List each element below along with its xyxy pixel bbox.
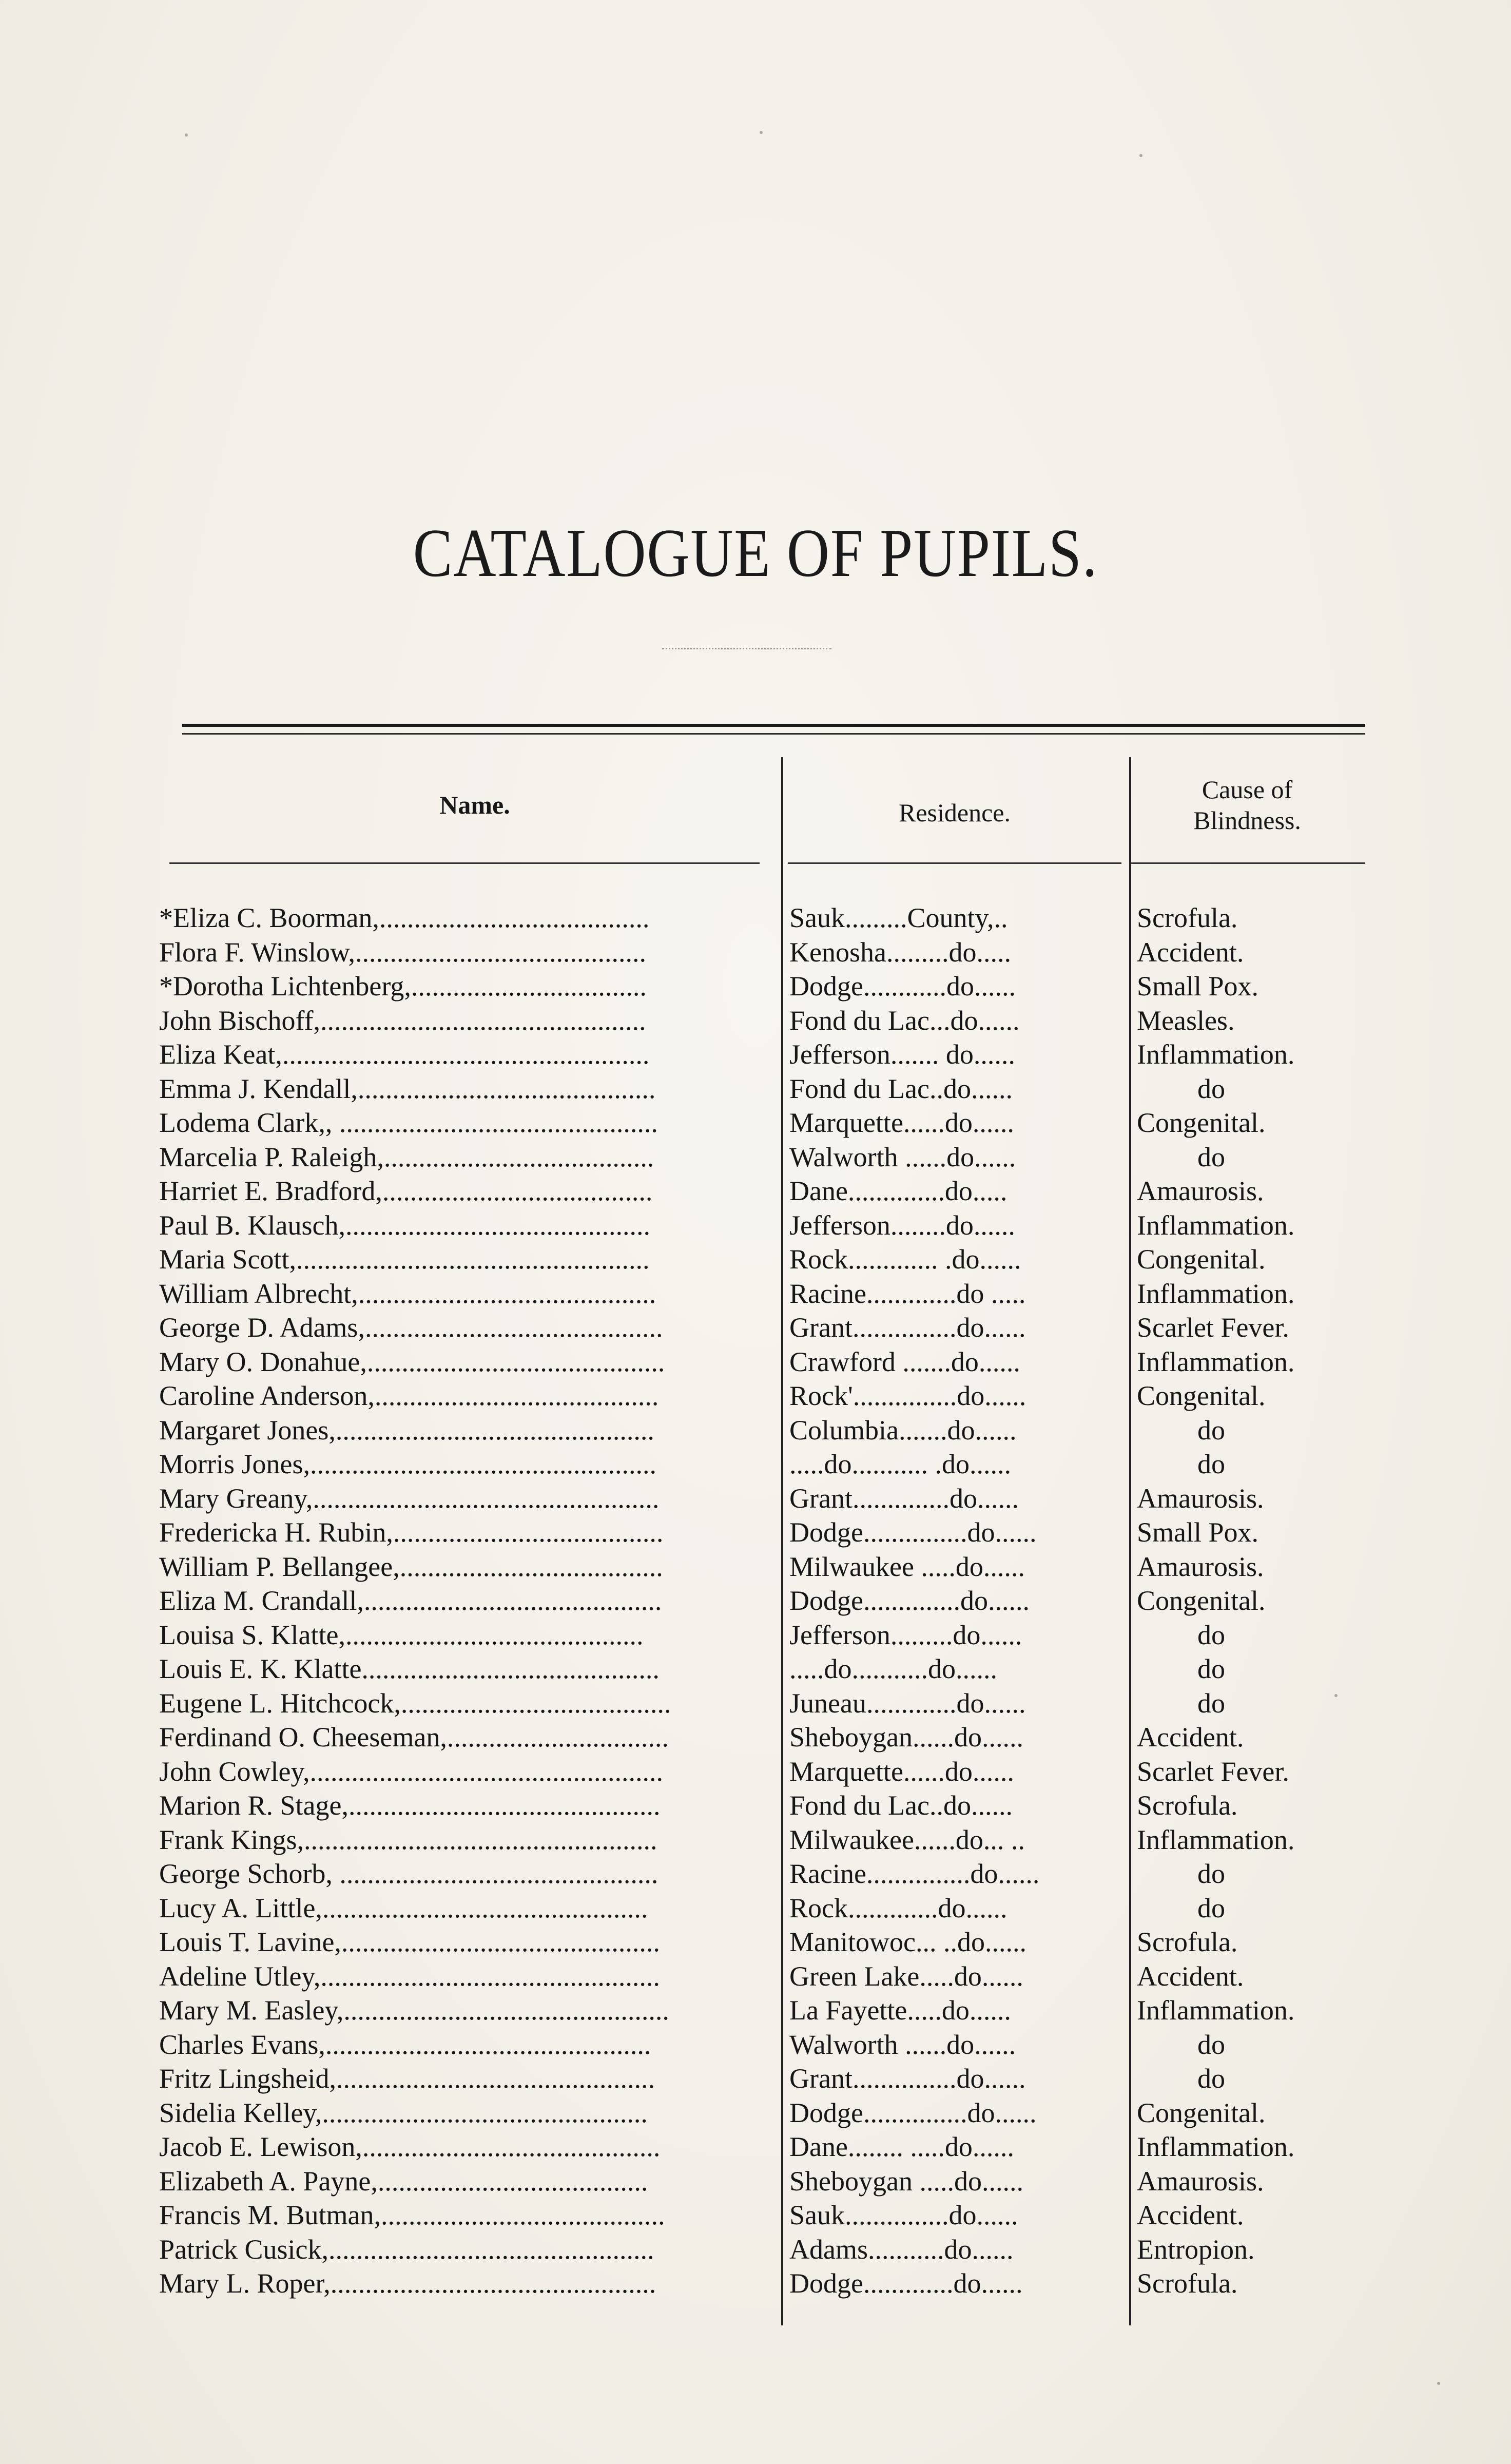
- blindness-cause: do: [1197, 1892, 1225, 1923]
- table-row: [159, 1652, 1381, 1686]
- table-row: [159, 2130, 1381, 2164]
- blindness-cause: Scarlet Fever.: [1137, 1756, 1289, 1787]
- pupil-residence: Fond du Lac...do......: [789, 1005, 1020, 1036]
- pupil-residence: Walworth ......do......: [789, 2029, 1016, 2060]
- header-residence: Residence.: [899, 798, 1011, 827]
- pupil-residence: Fond du Lac..do......: [789, 1073, 1013, 1104]
- pupil-residence: Jefferson.........do......: [789, 1619, 1022, 1650]
- table-row: [159, 1891, 1381, 1926]
- blindness-cause: Congenital.: [1137, 1585, 1266, 1616]
- table-row: [159, 1993, 1381, 2028]
- table-row: [159, 1242, 1381, 1277]
- blindness-cause: do: [1197, 2063, 1225, 2094]
- table-row: [159, 2164, 1381, 2199]
- pupil-residence: Dodge............do......: [789, 971, 1016, 1002]
- pupil-residence: Rock.............do......: [789, 1892, 1008, 1923]
- pupil-name: George D. Adams,...........................................: [159, 1312, 663, 1343]
- pupil-name: Flora F. Winslow,..........................................: [159, 936, 647, 968]
- pupil-name: Marion R. Stage,.............................................: [159, 1790, 661, 1821]
- blindness-cause: do: [1197, 2029, 1225, 2060]
- pupil-residence: Dane..............do.....: [789, 1176, 1008, 1206]
- header-cause-line2: Blindness.: [1193, 806, 1301, 835]
- pupil-name: Caroline Anderson,.........................................: [159, 1380, 659, 1411]
- blindness-cause: Congenital.: [1137, 1244, 1266, 1275]
- table-row: [159, 2198, 1381, 2232]
- table-row: [159, 1618, 1381, 1652]
- pupil-residence: Sheboygan .....do......: [789, 2165, 1023, 2197]
- blindness-cause: Accident.: [1137, 1722, 1244, 1753]
- table-row: [159, 2096, 1381, 2130]
- header-rule-cause: [1129, 862, 1365, 864]
- table-row: [159, 2266, 1381, 2301]
- blindness-cause: Amaurosis.: [1137, 1483, 1264, 1514]
- blindness-cause: Congenital.: [1137, 2097, 1266, 2128]
- pupil-residence: Marquette......do......: [789, 1756, 1014, 1787]
- paper-speck: [1139, 154, 1142, 157]
- blindness-cause: do: [1197, 1687, 1225, 1719]
- pupil-name: William Albrecht,...........................................: [159, 1278, 656, 1309]
- pupil-name: Adeline Utley,.................................................: [159, 1960, 660, 1992]
- pupil-name: Eliza Keat,.....................................................: [159, 1039, 650, 1070]
- pupil-residence: Sheboygan......do......: [789, 1722, 1023, 1753]
- table-row: [159, 1345, 1381, 1379]
- table-row: [159, 1140, 1381, 1175]
- blindness-cause: Congenital.: [1137, 1107, 1266, 1138]
- table-row: [159, 1959, 1381, 1994]
- paper-speck: [1334, 1694, 1338, 1697]
- pupil-name: Fredericka H. Rubin,.......................................: [159, 1517, 664, 1548]
- blindness-cause: do: [1197, 1414, 1225, 1446]
- pupil-residence: Rock'...............do......: [789, 1380, 1026, 1411]
- pupil-name: *Eliza C. Boorman,.......................................: [159, 902, 650, 933]
- header-cause: [1129, 774, 1365, 836]
- pupil-name: Sidelia Kelley,...............................................: [159, 2097, 648, 2128]
- blindness-cause: Accident.: [1137, 1960, 1244, 1992]
- pupil-name: Morris Jones,..................................................: [159, 1449, 656, 1479]
- pupil-name: Mary Greany,..................................................: [159, 1483, 660, 1514]
- pupil-residence: Manitowoc... ..do......: [789, 1927, 1026, 1957]
- table-row: [159, 1072, 1381, 1106]
- pupil-residence: Dane........ .....do......: [789, 2131, 1014, 2162]
- blindness-cause: do: [1197, 1858, 1225, 1889]
- table-row: [159, 1515, 1381, 1550]
- pupil-residence: Green Lake.....do......: [789, 1960, 1023, 1992]
- pupil-name: Francis M. Butman,.........................................: [159, 2200, 665, 2230]
- pupil-residence: Milwaukee......do... ..: [789, 1824, 1025, 1855]
- table-row: [159, 1004, 1381, 1038]
- table-row: [159, 2028, 1381, 2062]
- pupil-name: Louis T. Lavine,..............................................: [159, 1927, 660, 1957]
- blindness-cause: Small Pox.: [1137, 971, 1259, 1002]
- pupil-name: Elizabeth A. Payne,.......................................: [159, 2165, 648, 2197]
- blindness-cause: Inflammation.: [1137, 1346, 1295, 1377]
- title-dotted-rule: [662, 648, 831, 649]
- pupil-name: Lucy A. Little,...............................................: [159, 1892, 648, 1923]
- blindness-cause: Scrofula.: [1137, 2268, 1238, 2299]
- blindness-cause: do: [1197, 1141, 1225, 1172]
- pupil-name: Margaret Jones,..............................................: [159, 1414, 654, 1446]
- pupil-residence: Milwaukee .....do......: [789, 1551, 1025, 1582]
- header-cause-line1: Cause of: [1202, 775, 1293, 804]
- pupil-residence: Columbia.......do......: [789, 1414, 1017, 1446]
- pupil-residence: Dodge..............do......: [789, 1585, 1030, 1616]
- page-title: CATALOGUE OF PUPILS.: [413, 515, 1098, 591]
- pupil-residence: Dodge.............do......: [789, 2268, 1023, 2299]
- pupil-residence: La Fayette.....do......: [789, 1995, 1011, 2026]
- paper-speck: [1437, 2382, 1440, 2385]
- table-row: [159, 901, 1381, 935]
- table-row: [159, 1720, 1381, 1755]
- pupil-name: Emma J. Kendall,...........................................: [159, 1073, 656, 1104]
- table-row: [159, 1379, 1381, 1413]
- pupil-name: Jacob E. Lewison,...........................................: [159, 2131, 661, 2162]
- table-row: [159, 1686, 1381, 1721]
- pupil-name: William P. Bellangee,......................................: [159, 1551, 663, 1582]
- table-row: [159, 1208, 1381, 1243]
- pupil-name: Louis E. K. Klatte...........................................: [159, 1653, 660, 1684]
- pupil-name: *Dorotha Lichtenberg,..................................: [159, 971, 647, 1002]
- pupil-residence: Juneau.............do......: [789, 1687, 1026, 1719]
- table-row: [159, 1823, 1381, 1857]
- pupil-residence: Grant...............do......: [789, 1312, 1026, 1343]
- header-rule-name: [169, 862, 760, 864]
- pupil-residence: Fond du Lac..do......: [789, 1790, 1013, 1821]
- blindness-cause: Scrofula.: [1137, 1927, 1238, 1957]
- table-row: [159, 1413, 1381, 1448]
- pupil-residence: Kenosha.........do.....: [789, 936, 1011, 968]
- pupil-name: John Cowley,...................................................: [159, 1756, 663, 1787]
- pupil-name: George Schorb, ..............................................: [159, 1858, 658, 1889]
- pupil-residence: Jefferson........do......: [789, 1209, 1015, 1241]
- table-row: [159, 1857, 1381, 1891]
- blindness-cause: Scrofula.: [1137, 902, 1238, 933]
- blindness-cause: Inflammation.: [1137, 1278, 1295, 1309]
- pupil-residence: Dodge...............do......: [789, 1517, 1037, 1548]
- blindness-cause: Inflammation.: [1137, 2131, 1295, 2162]
- pupil-residence: Sauk.........County,..: [789, 902, 1008, 933]
- blindness-cause: do: [1197, 1449, 1225, 1479]
- blindness-cause: Scrofula.: [1137, 1790, 1238, 1821]
- pupil-residence: Adams...........do......: [789, 2234, 1014, 2265]
- table-top-rule-thick: [182, 724, 1365, 727]
- table-row: [159, 1277, 1381, 1311]
- pupil-name: Frank Kings,...................................................: [159, 1824, 657, 1855]
- pupil-name: Mary O. Donahue,...........................................: [159, 1346, 665, 1377]
- pupil-residence: Racine.............do .....: [789, 1278, 1026, 1309]
- blindness-cause: Amaurosis.: [1137, 1551, 1264, 1582]
- pupil-name: Patrick Cusick,...............................................: [159, 2234, 654, 2265]
- pupil-residence: Jefferson....... do......: [789, 1039, 1015, 1070]
- blindness-cause: Congenital.: [1137, 1380, 1266, 1411]
- table-row: [159, 1925, 1381, 1959]
- blindness-cause: Amaurosis.: [1137, 1176, 1264, 1206]
- blindness-cause: Small Pox.: [1137, 1517, 1259, 1548]
- table-row: [159, 2232, 1381, 2267]
- pupil-name: Eugene L. Hitchcock,.......................................: [159, 1687, 671, 1719]
- header-rule-residence: [788, 862, 1121, 864]
- blindness-cause: Amaurosis.: [1137, 2165, 1264, 2197]
- table-row: [159, 1174, 1381, 1208]
- pupil-name: Marcelia P. Raleigh,.......................................: [159, 1141, 654, 1172]
- blindness-cause: do: [1197, 1619, 1225, 1650]
- blindness-cause: Measles.: [1137, 1005, 1235, 1036]
- paper-speck: [185, 133, 188, 137]
- blindness-cause: Inflammation.: [1137, 1995, 1295, 2026]
- blindness-cause: Inflammation.: [1137, 1824, 1295, 1855]
- table-row: [159, 1584, 1381, 1618]
- pupil-residence: Rock............. .do......: [789, 1244, 1021, 1275]
- table-row: [159, 1447, 1381, 1481]
- table-row: [159, 969, 1381, 1004]
- pupil-table-body: [159, 901, 1381, 2301]
- pupil-residence: .....do...........do......: [789, 1653, 997, 1684]
- pupil-residence: Racine...............do......: [789, 1858, 1040, 1889]
- pupil-residence: Grant..............do......: [789, 1483, 1019, 1514]
- pupil-name: Harriet E. Bradford,.......................................: [159, 1176, 653, 1206]
- pupil-name: John Bischoff,...............................................: [159, 1005, 646, 1036]
- pupil-name: Eliza M. Crandall,...........................................: [159, 1585, 662, 1616]
- pupil-residence: Grant...............do......: [789, 2063, 1026, 2094]
- blindness-cause: Entropion.: [1137, 2234, 1255, 2265]
- table-row: [159, 1106, 1381, 1140]
- blindness-cause: Accident.: [1137, 2200, 1244, 2230]
- pupil-name: Maria Scott,...................................................: [159, 1244, 650, 1275]
- table-row: [159, 1481, 1381, 1516]
- paper-speck: [760, 131, 763, 134]
- pupil-residence: Sauk...............do......: [789, 2200, 1018, 2230]
- pupil-residence: Walworth ......do......: [789, 1141, 1016, 1172]
- blindness-cause: do: [1197, 1653, 1225, 1684]
- table-top-rule-thin: [182, 733, 1365, 735]
- table-row: [159, 1550, 1381, 1584]
- table-row: [159, 1755, 1381, 1789]
- blindness-cause: Inflammation.: [1137, 1039, 1295, 1070]
- blindness-cause: Accident.: [1137, 936, 1244, 968]
- blindness-cause: Inflammation.: [1137, 1209, 1295, 1241]
- table-row: [159, 1037, 1381, 1072]
- pupil-name: Ferdinand O. Cheeseman,................................: [159, 1722, 669, 1753]
- pupil-name: Fritz Lingsheid,..............................................: [159, 2063, 655, 2094]
- table-row: [159, 1788, 1381, 1823]
- pupil-name: Mary L. Roper,...............................................: [159, 2268, 656, 2299]
- pupil-name: Charles Evans,...............................................: [159, 2029, 651, 2060]
- pupil-residence: Marquette......do......: [789, 1107, 1014, 1138]
- pupil-name: Lodema Clark,, ..............................................: [159, 1107, 658, 1138]
- table-row: [159, 935, 1381, 970]
- pupil-residence: Crawford .......do......: [789, 1346, 1020, 1377]
- pupil-residence: .....do........... .do......: [789, 1449, 1011, 1479]
- header-name: Name.: [439, 791, 510, 819]
- pupil-residence: Dodge...............do......: [789, 2097, 1037, 2128]
- blindness-cause: Scarlet Fever.: [1137, 1312, 1289, 1343]
- table-row: [159, 1311, 1381, 1345]
- pupil-name: Paul B. Klausch,............................................: [159, 1209, 650, 1241]
- pupil-name: Louisa S. Klatte,...........................................: [159, 1619, 644, 1650]
- blindness-cause: do: [1197, 1073, 1225, 1104]
- pupil-name: Mary M. Easley,...............................................: [159, 1995, 669, 2026]
- table-row: [159, 2062, 1381, 2096]
